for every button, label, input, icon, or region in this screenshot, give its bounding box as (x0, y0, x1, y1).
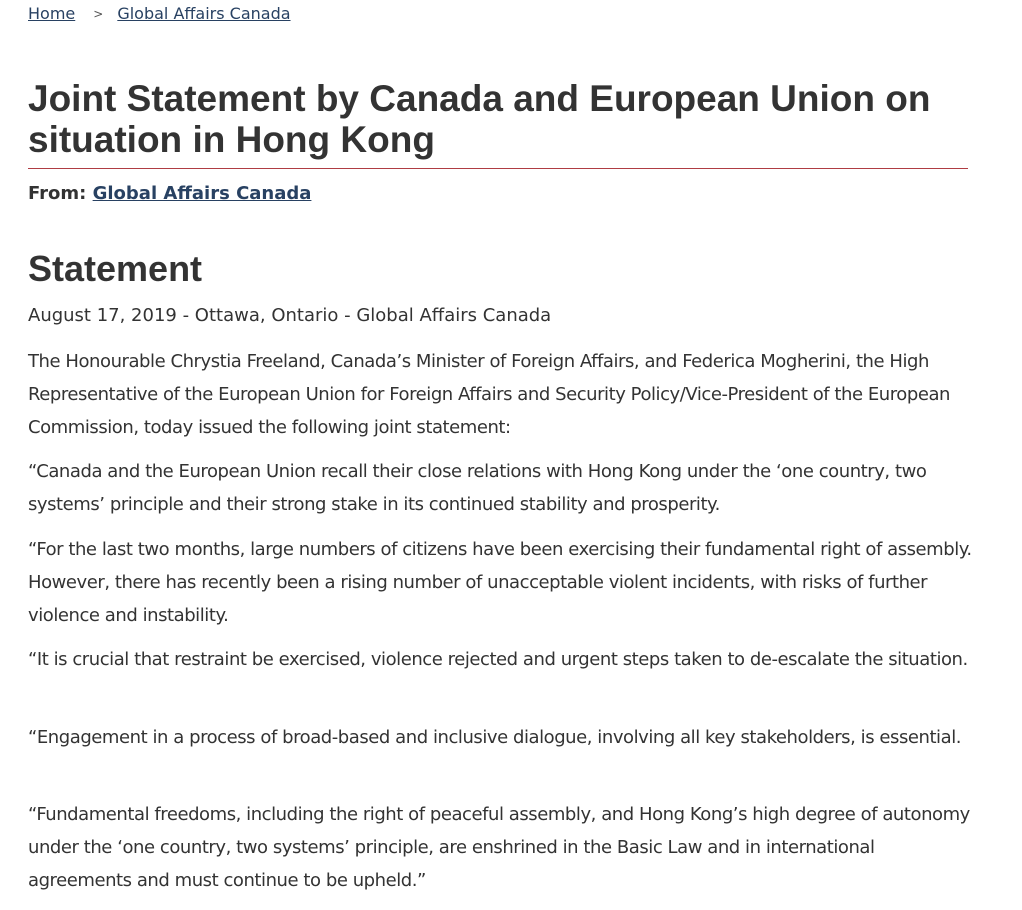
page-title: Joint Statement by Canada and European Union on situation in Hong Kong (28, 78, 968, 169)
from-line (28, 182, 311, 206)
paragraph-dialogue: “Engagement in a process of broad-based and inclusive dialogue, involving all key stakeholders, is essential. (28, 727, 962, 748)
paragraph-relations: “Canada and the European Union recall their close relations with Hong Kong under the ‘one country, two systems’ principle and their strong stake in its continued stability and prosperity. (28, 461, 927, 515)
paragraph-intro: The Honourable Chrystia Freeland, Canada’s Minister of Foreign Affairs, and Federica Mogherini, the High Representative of the European Union for Foreign Affairs and Security Policy/Vice-President of the European Commission, today issued the following joint statement: (28, 351, 951, 438)
from-label: From: (28, 183, 93, 204)
breadcrumb-separator: > (93, 7, 104, 21)
section-heading: Statement (28, 248, 203, 289)
paragraph-restraint: “It is crucial that restraint be exercised, violence rejected and urgent steps taken to de-escalate the situation. (28, 649, 968, 670)
from-department-link[interactable]: Global Affairs Canada (92, 183, 312, 204)
breadcrumb (28, 4, 291, 24)
breadcrumb-home-link[interactable]: Home (28, 4, 76, 23)
breadcrumb-global-affairs-link[interactable]: Global Affairs Canada (117, 4, 291, 23)
dateline: August 17, 2019 - Ottawa, Ontario - Global Affairs Canada (28, 305, 552, 326)
paragraph-freedoms: “Fundamental freedoms, including the right of peaceful assembly, and Hong Kong’s high degree of autonomy under the ‘one country, two systems’ principle, are enshrined in the Basic Law and in international agreements and must continue to be upheld.” (28, 804, 970, 891)
paragraph-assembly: “For the last two months, large numbers of citizens have been exercising their fundamental right of assembly. However, there has recently been a rising number of unacceptable violent incidents, with risks of further violence and instability. (28, 539, 972, 626)
